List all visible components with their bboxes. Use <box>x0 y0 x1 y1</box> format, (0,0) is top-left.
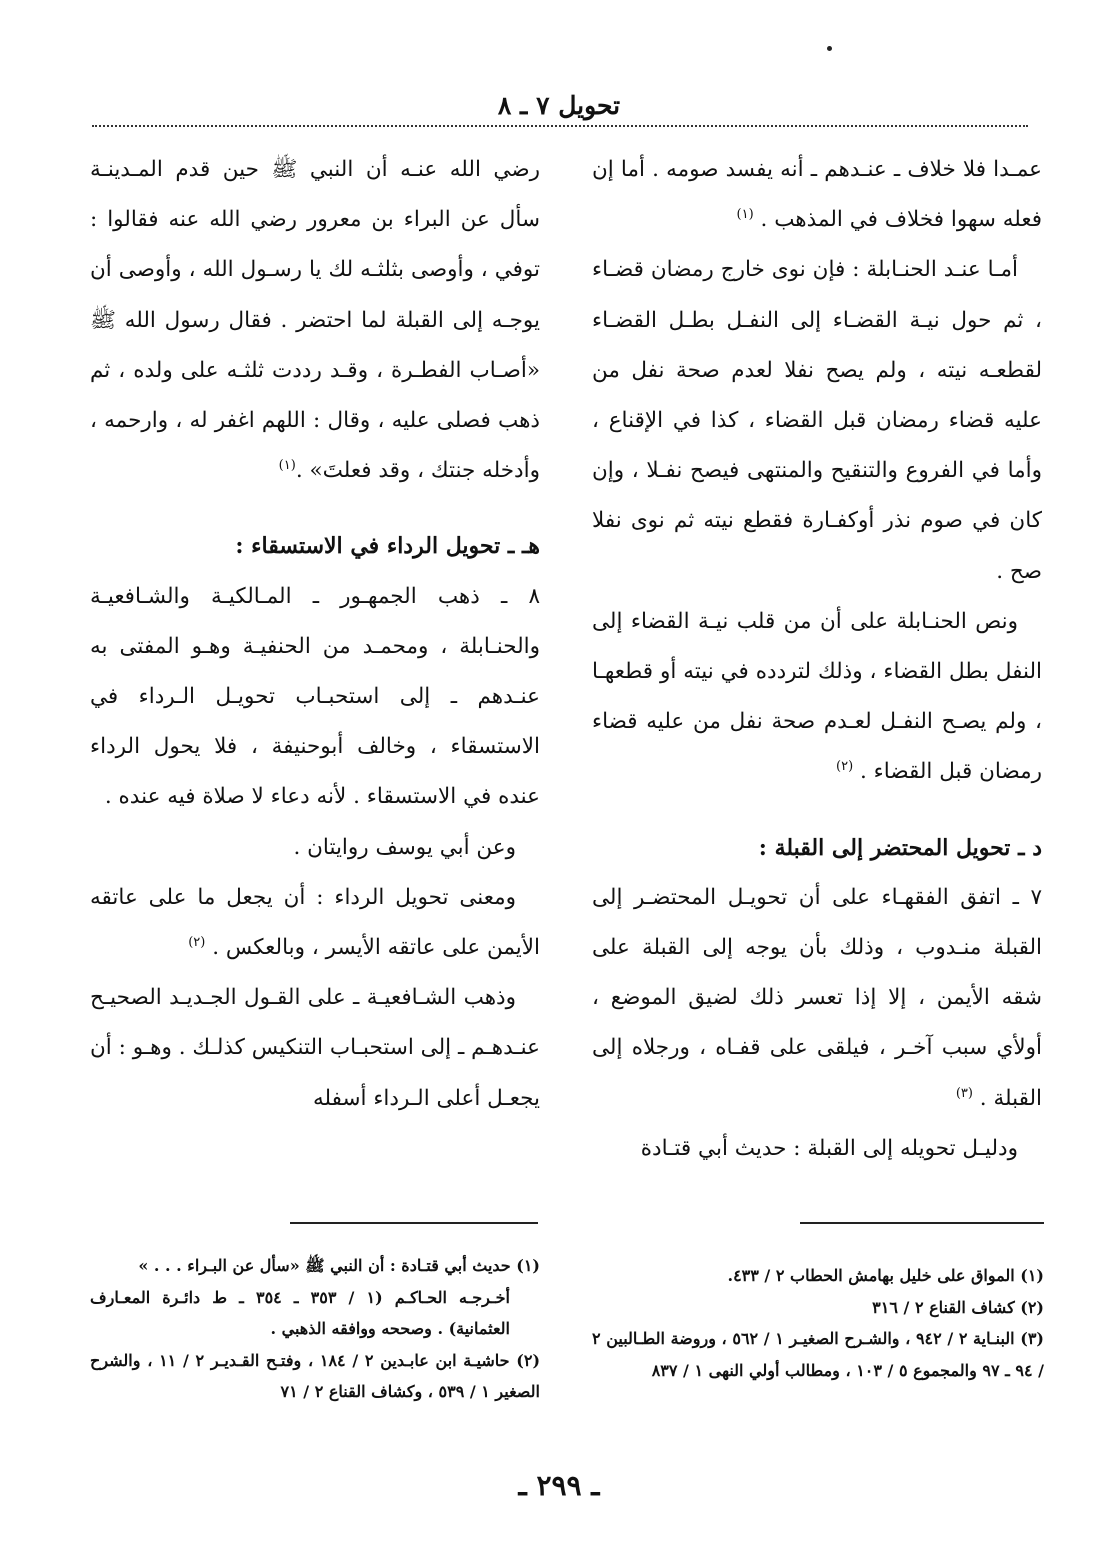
footnote-continuation: أخـرجـه الحـاكـم (١ / ٣٥٣ ـ ٣٥٤ ـ ط دائـرة المعـارف العثمانية) . وصححه ووافقه الذهبي . <box>90 1287 511 1338</box>
left-column <box>90 145 540 1124</box>
paragraph-text: رضي الله عنـه أن النبي ﷺ حين قدم المـدينـة سأل عن البراء بن معرور رضي الله عنه فقالوا : توفي ، وأوصى بثلثـه لك يا رسـول الله ، وأوصى أن يوجـه إلى القبلة لما احتضر . فقال رسول الله ﷺ «أصـاب الفطـرة ، وقـد رددت ثلثـه على ولده ، ثم ذهب فصلى عليه ، وقال : اللهم اغفر له ، وارحمه ، وأدخله جنتك ، وقد فعلتَ» . <box>90 157 540 484</box>
footnote-ref: (١) <box>736 207 754 223</box>
paragraph <box>592 145 1042 245</box>
paragraph-text: عمـدا فلا خلاف ـ عنـدهم ـ أنه يفسد صومه . أما إن فعله سهوا فخلاف في المذهب . <box>592 157 1042 233</box>
footnote-ref: (٣) <box>955 1085 973 1101</box>
footnotes-right <box>592 1260 1044 1386</box>
footnote: (٣) البنـاية ٢ / ٩٤٢ ، والشـرح الصغيـر ١ / ٥٦٢ ، وروضة الطـالبين ٢ / ٩٤ ـ ٩٧ والمجموع ٥ / ١٠٣ ، ومطالب أولي النهى ١ / ٨٣٧ <box>592 1329 1044 1380</box>
spacer <box>592 798 1042 823</box>
section-heading: هـ ـ تحويل الرداء في الاستسقاء : <box>235 533 540 560</box>
spacer <box>90 496 540 521</box>
header-dotted-rule <box>92 125 1028 127</box>
footnote-ref: (٢) <box>836 759 854 775</box>
right-column <box>592 145 1042 1174</box>
footnote-rule <box>800 1222 1044 1224</box>
footnote: (١) المواق على خليل بهامش الحطاب ٢ / ٤٣٣. <box>727 1266 1044 1285</box>
footnote-rule <box>290 1222 538 1224</box>
paragraph-text: ومعنى تحويل الرداء : أن يجعل ما على عاتقه الأيمن على عاتقه الأيسر ، وبالعكس . <box>90 884 540 961</box>
paragraph: وذهب الشـافعيـة ـ على القـول الجـديـد الصحيـح عنـدهـم ـ إلى استحبـاب التنكيس كذلـك . وهـو : أن يجعـل أعلى الـرداء أسفله <box>90 985 540 1111</box>
paragraph <box>592 597 1042 798</box>
running-head: تحويل ٧ ـ ٨ <box>497 91 621 120</box>
paragraph <box>90 873 540 973</box>
footnote: (٢) حاشيـة ابن عابـدين ٢ / ١٨٤ ، وفتـح القـديـر ٢ / ١١ ، والشرح الصغير ١ / ٥٣٩ ، وكشاف القناع ٢ / ٧١ <box>90 1350 541 1401</box>
page-number: ـ ٢٩٩ ـ <box>518 1469 600 1502</box>
paragraph: أمـا عنـد الحنـابلة : فإن نوى خارج رمضان قضـاء ، ثم حول نيـة القضـاء إلى النفـل بطـل القضـاء لقطعـه نيته ، ولم يصح نفلا لعدم صحة نفل من عليه قضاء رمضان قبل القضاء ، كذا في الإقناع ، وأما في الفروع والتنقيح والمنتهى فيصح نفـلا ، وإن كان في صوم نذر أوكفـارة فقطع نيته ثم نوى نفلا صح . <box>592 257 1042 584</box>
footnote: (٢) كشاف القناع ٢ / ٣١٦ <box>872 1297 1044 1317</box>
paragraph <box>90 145 540 496</box>
paragraph-text: ٧ ـ اتفق الفقهـاء على أن تحويـل المحتضـر إلى القبلة منـدوب ، وذلك بأن يوجه إلى القبلة على شقه الأيمن ، إلا إذا تعسر ذلك لضيق الموضع ، أولأي سبب آخـر ، فيلقى على قفـاه ، ورجلاه إلى القبلة . <box>592 884 1042 1111</box>
footnote: (١) حديث أبي قتـادة : أن النبي ﷺ «سأل عن البـراء . . . » <box>138 1256 540 1275</box>
footnotes-left <box>90 1250 540 1408</box>
paragraph-text: ونص الحنـابلة على أن من قلب نيـة القضاء إلى النفل بطل القضاء ، وذلك لتردده في نيته أو قطعهـا ، ولم يصـح النفـل لعـدم صحة نفل من عليه قضاء رمضان قبل القضاء . <box>592 608 1042 785</box>
paragraph: ٨ ـ ذهب الجمهـور ـ المـالكيـة والشـافعيـة والحنـابلة ، ومحمـد من الحنفيـة وهـو المفتى به عنـدهم ـ إلى استحبـاب تحويـل الـرداء في الاستسقاء ، وخالف أبوحنيفة ، فلا يحول الرداء عنده في الاستسقاء . لأنه دعاء لا صلاة فيه عنده . <box>90 583 540 810</box>
ink-dot <box>827 46 832 51</box>
paragraph <box>592 873 1042 1124</box>
section-heading: د ـ تحويل المحتضر إلى القبلة : <box>758 834 1042 861</box>
footnote-ref: (٢) <box>188 934 206 950</box>
paragraph: ودليـل تحويله إلى القبلة : حديث أبي قتـادة <box>640 1135 1018 1161</box>
paragraph: وعن أبي يوسف روايتان . <box>293 834 516 860</box>
footnote-ref: (١) <box>278 458 296 474</box>
